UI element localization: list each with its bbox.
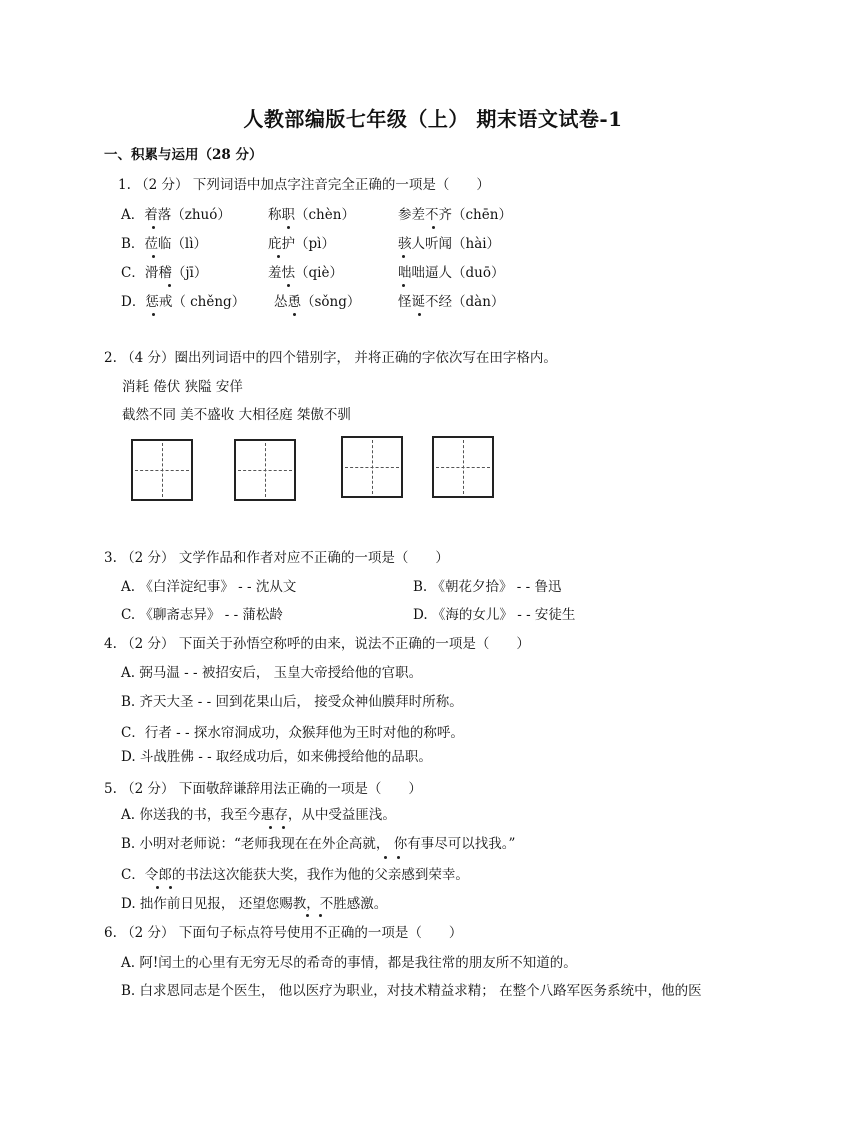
q3-option-a: A. 《白洋淀纪事》 - - 沈从文: [121, 579, 297, 595]
q5-option-b: B. 小明对老师说：“老师我现在在外企高就， 你有事尽可以找我。”: [121, 836, 516, 852]
q4-option-d: D. 斗战胜佛 - - 取经成功后，如来佛授给他的品职。: [121, 749, 432, 765]
question-6-stem: 6. （2 分） 下面句子标点符号使用不正确的一项是（ ）: [104, 925, 463, 941]
emphasis-dot: [432, 226, 435, 229]
q2-word-line-2: 截然不同 美不盛收 大相径庭 桀傲不驯: [122, 407, 351, 423]
emphasis-dot: [306, 914, 309, 917]
q1-option-d-word1: D．惩戒（ chěng）: [121, 294, 246, 310]
q1-option-a-word1: A．着落（zhuó）: [121, 207, 231, 223]
question-4-stem: 4. （2 分） 下面关于孙悟空称呼的由来，说法不正确的一项是（ ）: [104, 636, 530, 652]
q6-option-b: B. 白求恩同志是个医生， 他以医疗为职业，对技术精益求精； 在整个八路军医务系统中，他的医: [121, 983, 702, 999]
emphasis-dot: [293, 313, 296, 316]
q5-option-d: D. 拙作前日见报， 还望您赐教，不胜感激。: [121, 896, 388, 912]
q1-option-c-word3: 咄咄逼人（duō）: [398, 265, 505, 281]
question-5-stem: 5. （2 分） 下面敬辞谦辞用法正确的一项是（ ）: [104, 781, 422, 797]
q6-option-a: A. 阿!闰土的心里有无穷无尽的希奇的事情，都是我往常的朋友所不知道的。: [121, 955, 577, 971]
emphasis-dot: [269, 826, 272, 829]
emphasis-dot: [152, 255, 155, 258]
tianzi-grid-box-3[interactable]: [341, 436, 403, 498]
emphasis-dot: [282, 826, 285, 829]
emphasis-dot: [287, 226, 290, 229]
emphasis-dot: [418, 313, 421, 316]
q3-option-b: B. 《朝花夕拾》 - - 鲁迅: [413, 579, 562, 595]
emphasis-dot: [287, 284, 290, 287]
q1-option-c-word1: C．滑稽（jī）: [121, 265, 208, 281]
emphasis-dot: [277, 255, 280, 258]
question-3-stem: 3. （2 分） 文学作品和作者对应不正确的一项是（ ）: [104, 550, 449, 566]
q4-option-c: C．行者 - - 探水帘洞成功，众猴拜他为王时对他的称呼。: [121, 725, 464, 741]
q1-option-b-word1: B．莅临（lì）: [121, 236, 208, 252]
tianzi-grid-box-4[interactable]: [432, 436, 494, 498]
q4-option-b: B. 齐天大圣 - - 回到花果山后， 接受众神仙膜拜时所称。: [121, 694, 463, 710]
emphasis-dot: [319, 914, 322, 917]
q5-option-c: C．令郎的书法这次能获大奖，我作为他的父亲感到荣幸。: [121, 867, 469, 883]
emphasis-dot: [156, 886, 159, 889]
section-heading: 一、积累与运用（28 分）: [104, 147, 263, 163]
emphasis-dot: [402, 255, 405, 258]
emphasis-dot: [169, 886, 172, 889]
q3-option-d: D. 《海的女儿》 - - 安徒生: [413, 607, 576, 623]
q1-option-d-word2: 怂恿（sǒng）: [274, 294, 361, 310]
tianzi-grid-box-2[interactable]: [234, 439, 296, 501]
emphasis-dot: [152, 226, 155, 229]
question-1-stem: 1. （2 分） 下列词语中加点字注音完全正确的一项是（ ）: [118, 177, 490, 193]
question-2-stem: 2. （4 分）圈出列词语中的四个错别字， 并将正确的字依次写在田字格内。: [104, 350, 557, 366]
q1-option-c-word2: 羞怯（qiè）: [268, 265, 343, 281]
page-title: 人教部编版七年级（上） 期末语文试卷-1: [243, 107, 623, 131]
q1-option-b-word3: 骇人听闻（hài）: [398, 236, 501, 252]
q1-option-d-word3: 怪诞不经（dàn）: [398, 294, 505, 310]
emphasis-dot: [384, 856, 387, 859]
emphasis-dot: [402, 284, 405, 287]
q1-option-b-word2: 庇护（pì）: [268, 236, 335, 252]
q1-option-a-word2: 称职（chèn）: [268, 207, 355, 223]
q5-option-a: A. 你送我的书，我至今惠存，从中受益匪浅。: [121, 807, 396, 823]
q3-option-c: C. 《聊斋志异》 - - 蒲松龄: [121, 607, 283, 623]
tianzi-grid-box-1[interactable]: [131, 439, 193, 501]
q4-option-a: A. 弼马温 - - 被招安后， 玉皇大帝授给他的官职。: [121, 665, 423, 681]
emphasis-dot: [152, 313, 155, 316]
emphasis-dot: [168, 284, 171, 287]
emphasis-dot: [397, 856, 400, 859]
q2-word-line-1: 消耗 倦伏 狭隘 安佯: [122, 379, 243, 395]
q1-option-a-word3: 参差不齐（chēn）: [398, 207, 512, 223]
